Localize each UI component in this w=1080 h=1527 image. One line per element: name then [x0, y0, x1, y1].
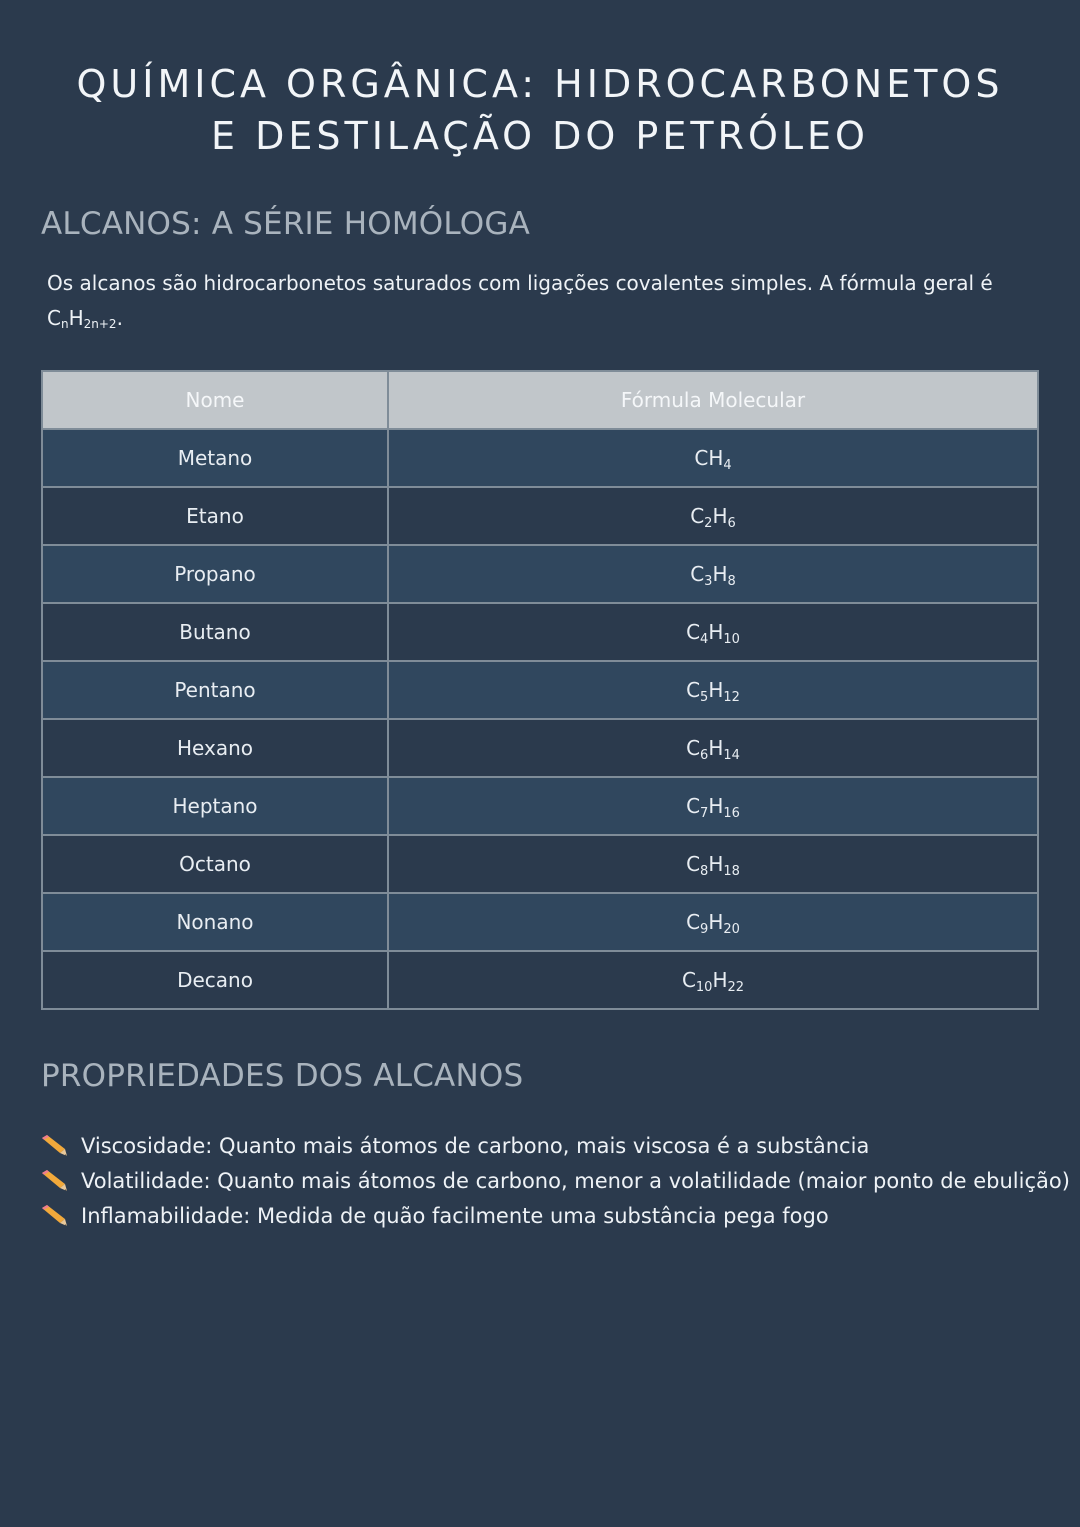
pencil-icon: [40, 1205, 68, 1227]
formula-c: C: [690, 504, 705, 528]
alkane-formula: [388, 487, 1038, 545]
header-nome: Nome: [42, 371, 388, 429]
general-formula-c-sub: n: [60, 317, 69, 331]
formula-h-sub: 14: [723, 748, 740, 763]
property-text: Viscosidade: Quanto mais átomos de carbono, mais viscosa é a substância: [81, 1133, 870, 1158]
formula-h-sub: 12: [723, 690, 740, 705]
formula-h-sub: 4: [723, 458, 732, 473]
formula-c-sub: 3: [704, 574, 713, 589]
formula-c-sub: 2: [704, 516, 713, 531]
alkane-formula: [388, 429, 1038, 487]
alkane-name: Octano: [42, 835, 388, 893]
alkane-formula: [388, 661, 1038, 719]
table-row: [42, 545, 1038, 603]
formula-h: H: [708, 910, 724, 934]
formula-h: H: [712, 968, 728, 992]
alkane-name: Metano: [42, 429, 388, 487]
table-row: [42, 835, 1038, 893]
formula-h: H: [708, 736, 724, 760]
list-item: [40, 1198, 1070, 1233]
alkane-formula: [388, 835, 1038, 893]
alkane-formula: [388, 545, 1038, 603]
header-formula: Fórmula Molecular: [388, 371, 1038, 429]
property-text: Volatilidade: Quanto mais átomos de carbono, menor a volatilidade (maior ponto de ebulição): [81, 1168, 1070, 1193]
formula-c-sub: 10: [695, 980, 713, 995]
alkane-formula: [388, 951, 1038, 1009]
formula-h: H: [708, 678, 724, 702]
alkane-name: Heptano: [42, 777, 388, 835]
formula-h-sub: 16: [723, 806, 740, 821]
pencil-icon: [40, 1135, 68, 1157]
pencil-icon: [40, 1170, 68, 1192]
table-row: [42, 603, 1038, 661]
general-formula-h-sub: 2n+2: [83, 317, 117, 331]
formula-c: C: [686, 736, 701, 760]
alkane-formula: [388, 777, 1038, 835]
alkane-name: Decano: [42, 951, 388, 1009]
general-formula-end: .: [116, 306, 123, 330]
formula-h-sub: 18: [723, 864, 740, 879]
alkane-name: Pentano: [42, 661, 388, 719]
table-header-row: [42, 371, 1038, 429]
section-heading-alcanos: ALCANOS: A SÉRIE HOMÓLOGA: [41, 206, 530, 242]
formula-h: H: [708, 446, 724, 470]
formula-c: C: [690, 562, 705, 586]
section-heading-propriedades: PROPRIEDADES DOS ALCANOS: [41, 1058, 524, 1094]
formula-h: H: [708, 620, 724, 644]
formula-c: C: [686, 620, 701, 644]
table-row: [42, 719, 1038, 777]
formula-h: H: [708, 794, 724, 818]
formula-c: C: [686, 910, 701, 934]
formula-h-sub: 6: [727, 516, 736, 531]
formula-h-sub: 10: [723, 632, 740, 647]
properties-list: [40, 1128, 1070, 1233]
formula-h: H: [712, 562, 728, 586]
alkane-name: Etano: [42, 487, 388, 545]
formula-c-sub: 8: [700, 864, 709, 879]
alkane-formula: [388, 893, 1038, 951]
formula-c-sub: 4: [700, 632, 709, 647]
formula-h-sub: 20: [723, 922, 740, 937]
alkane-formula: [388, 603, 1038, 661]
table-row: [42, 487, 1038, 545]
general-formula-h: H: [68, 306, 84, 330]
formula-c-sub: 5: [700, 690, 709, 705]
alkane-name: Nonano: [42, 893, 388, 951]
table-row: [42, 661, 1038, 719]
formula-c: C: [686, 678, 701, 702]
page-title: QUÍMICA ORGÂNICA: HIDROCARBONETOS E DESTILAÇÃO DO PETRÓLEO: [76, 62, 1004, 158]
formula-c-sub: 7: [700, 806, 709, 821]
formula-c-sub: 6: [700, 748, 709, 763]
general-formula: [47, 306, 123, 330]
list-item: [40, 1128, 1070, 1163]
formula-c: C: [686, 794, 701, 818]
table-row: [42, 777, 1038, 835]
table-row: [42, 429, 1038, 487]
formula-h: H: [712, 504, 728, 528]
alkane-name: Butano: [42, 603, 388, 661]
alkanes-table: [41, 370, 1039, 1010]
formula-c: C: [686, 852, 701, 876]
formula-h: H: [708, 852, 724, 876]
formula-c: C: [681, 968, 696, 992]
property-text: Inflamabilidade: Medida de quão facilmente uma substância pega fogo: [81, 1203, 829, 1228]
formula-c: C: [694, 446, 709, 470]
alkane-name: Propano: [42, 545, 388, 603]
table-row: [42, 951, 1038, 1009]
general-formula-c: C: [47, 306, 61, 330]
list-item: [40, 1163, 1070, 1198]
intro-paragraph: [47, 266, 1037, 336]
table-body: [42, 429, 1038, 1009]
formula-h-sub: 22: [727, 980, 745, 995]
intro-text: Os alcanos são hidrocarbonetos saturados com ligações covalentes simples. A fórmula geral é: [47, 271, 993, 295]
table-row: [42, 893, 1038, 951]
formula-h-sub: 8: [727, 574, 736, 589]
alkane-formula: [388, 719, 1038, 777]
formula-c-sub: 9: [700, 922, 709, 937]
alkane-name: Hexano: [42, 719, 388, 777]
